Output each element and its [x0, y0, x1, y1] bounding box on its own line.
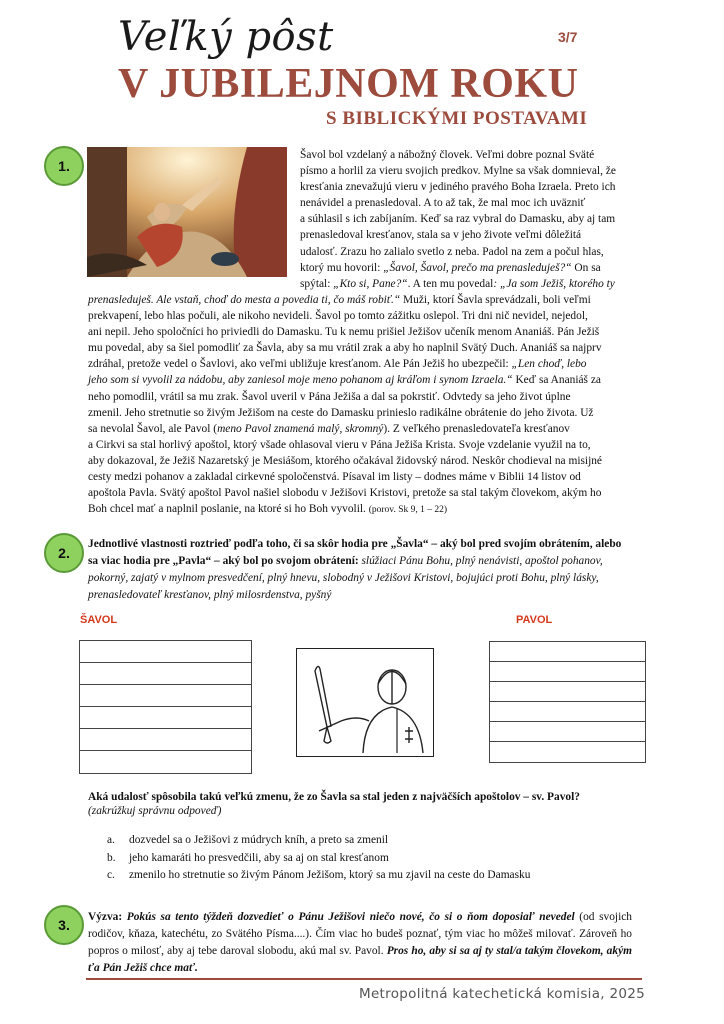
story-text-full-width: prenasleduješ. Ale vstaň, choď do mesta a povedia ti, čo máš robiť.“ Muži, ktorí Šavla sprevádzali, boli veľmi prekvapení, lebo hlas počuli, ale nikoho nevideli. Šavol po tomto zážitku oslepol. Tri dni nič nevidel, nejedol, ani nepil. Jeho spoločníci ho priviedli do Damasku. Tu k nemu prišiel Ježišov učeník menom Ananiáš. Pán Ježiš mu povedal, aby sa šiel pomodliť za Šavla, aby sa mu vrátil zrak a aby ho naplnil Svätý Duch. Ananiáš sa najprv zdráhal, pretože vedel o Šavlovi, ako veľmi ubližuje kresťanom. Ale Pán Ježiš ho ubezpečil: „Len choď, lebo jeho som si vyvolil za nádobu, aby zaniesol moje meno pohanom aj kráľom i synom Izraela.“ Keď sa Ananiáš za neho pomodlil, vrátil sa mu zrak. Šavol uveril v Pána Ježiša a dal sa pokrstiť. Odvtedy sa jeho život úplne zmenil. Jeho stretnutie so živým Ježišom na ceste do Damasku prinieslo radikálne obrátenie do jeho života. Už sa nevolal Šavol, ale Pavol (meno Pavol znamená malý, skromný). Z veľkého prenasledovateľa kresťanov a Cirkvi sa stal horlivý apoštol, ktorý všade ohlasoval vieru v Pána Ježiša Krista. Svoje vzdelanie využil na to, aby dokazoval, že Ježiš Nazaretský je Mesiášom, ktorého očakával židovský národ. Neskôr chodieval na misijné cesty medzi pohanov a zakladal cirkevné spoločenstvá. Písaval im listy – dodnes máme v Biblii 14 listov od apoštola Pavla. Svätý apoštol Pavol našiel slobodu v Ježišovi Kristovi, pretože sa stal takým človekom, akým ho Boh chcel mať a naplnil poslanie, na ktoré si ho Boh vyvolil. (porov. Sk 9, 1 – 22) [88, 294, 602, 516]
savol-column-label: ŠAVOL [80, 614, 118, 626]
answer-line[interactable] [490, 742, 645, 762]
saul-paul-drawing [296, 648, 434, 757]
pavol-column-label: PAVOL [516, 614, 553, 626]
answer-options [107, 832, 530, 885]
answer-line[interactable] [490, 642, 645, 662]
answer-line[interactable] [80, 685, 251, 707]
answer-line[interactable] [80, 641, 251, 663]
bible-reference: (porov. Sk 9, 1 – 22) [368, 505, 448, 516]
answer-line[interactable] [490, 682, 645, 702]
answer-line[interactable] [490, 702, 645, 722]
savol-answer-box[interactable] [79, 640, 252, 774]
section-badge-2: 2. [44, 533, 84, 573]
event-question: Aká udalosť spôsobila takú veľkú zmenu, že zo Šavla sa stal jeden z najväčších apoštolov – sv. Pavol? [88, 791, 580, 803]
question-hint: (zakrúžkuj správnu odpoveď) [88, 805, 222, 817]
pavol-answer-box[interactable] [489, 641, 646, 763]
page-indicator: 3/7 [558, 29, 578, 45]
story-text-beside-image: Šavol bol vzdelaný a nábožný človek. Veľmi dobre poznal Sväté písmo a horlil za vieru svojich predkov. Mylne sa však domnieval, že kresťania znevažujú vieru v jediného pravého Boha Izraela. Preto ich nenávidel a prenasledoval. A to až tak, že mal moc ich uväzniť a súhlasil s ich zabíjaním. Keď sa raz vybral do Damasku, aby aj tam prenasledoval kresťanov, stala sa v jeho živote veľmi dôležitá udalosť. Zrazu ho zalialo svetlo z neba. Padol na zem a počul hlas, ktorý mu hovoril: „Šavol, Šavol, prečo ma prenasleduješ?“ On sa spýtal: „Kto si, Pane?“. A ten mu povedal: „Ja som Ježiš, ktorého ty [300, 149, 616, 290]
answer-line[interactable] [80, 707, 251, 729]
sorting-instruction: Jednotlivé vlastnosti roztrieď podľa toho, či sa skôr hodia pre „Šavla“ – aký bol pred svojím obrátením, alebo sa viac hodia pre „Pavla“ – aký bol po svojom obrátení: slúžiaci Pánu Bohu, plný nenávisti, apoštol pohanov, pokorný, zajatý v mylnom presvedčení, plný hnevu, slobodný v Ježišovi Kristovi, bojujúci proti Bohu, plný lásky, prenasledovateľ kresťanov, plný milosrdenstva, pyšný [88, 538, 622, 601]
saul-conversion-image [87, 147, 287, 277]
script-title: Veľký pôst [118, 14, 334, 60]
section-badge-1: 1. [44, 146, 84, 186]
answer-line[interactable] [80, 751, 251, 773]
answer-line[interactable] [80, 729, 251, 751]
answer-option-b[interactable]: b. jeho kamaráti ho presvedčili, aby sa aj on stal kresťanom [107, 851, 389, 864]
answer-option-a[interactable]: a. dozvedel sa o Ježišovi z múdrych kníh, a preto sa zmenil [107, 834, 389, 846]
answer-option-c[interactable]: c. zmenilo ho stretnutie so živým Pánom Ježišom, ktorý sa mu zjavil na ceste do Damasku [107, 869, 531, 881]
traits-list: slúžiaci Pánu Bohu, plný nenávisti, apoštol pohanov, pokorný, zajatý v mylnom presvedčení, plný hnevu, slobodný v Ježišovi Kristovi, bojujúci proti Bohu, plný lásky, prenasledovateľ kresťanov, plný milosrdenstva, pyšný [88, 555, 603, 601]
answer-line[interactable] [80, 663, 251, 685]
challenge-text: Výzva: Pokús sa tento týždeň dozvedieť o Pánu Ježišovi niečo nové, čo si o ňom doposiaľ nevedel (od svojich rodičov, kňaza, katechétu, zo Svätého Písma....). Čím viac ho budeš poznať, tým viac ho môžeš milovať. Zároveň ho popros o milosť, aby aj tebe daroval slobodu, akú mal sv. Pavol. Pros ho, aby si sa aj ty stal/a takým človekom, akým ťa Pán Ježiš chce mať. [88, 911, 632, 974]
answer-line[interactable] [490, 722, 645, 742]
subtitle: S BIBLICKÝMI POSTAVAMI [326, 108, 588, 129]
main-title: V JUBILEJNOM ROKU [118, 61, 579, 107]
footer-credit: Metropolitná katechetická komisia, 2025 [359, 986, 646, 1002]
section-badge-3: 3. [44, 905, 84, 945]
footer-divider [86, 978, 642, 980]
answer-line[interactable] [490, 662, 645, 682]
